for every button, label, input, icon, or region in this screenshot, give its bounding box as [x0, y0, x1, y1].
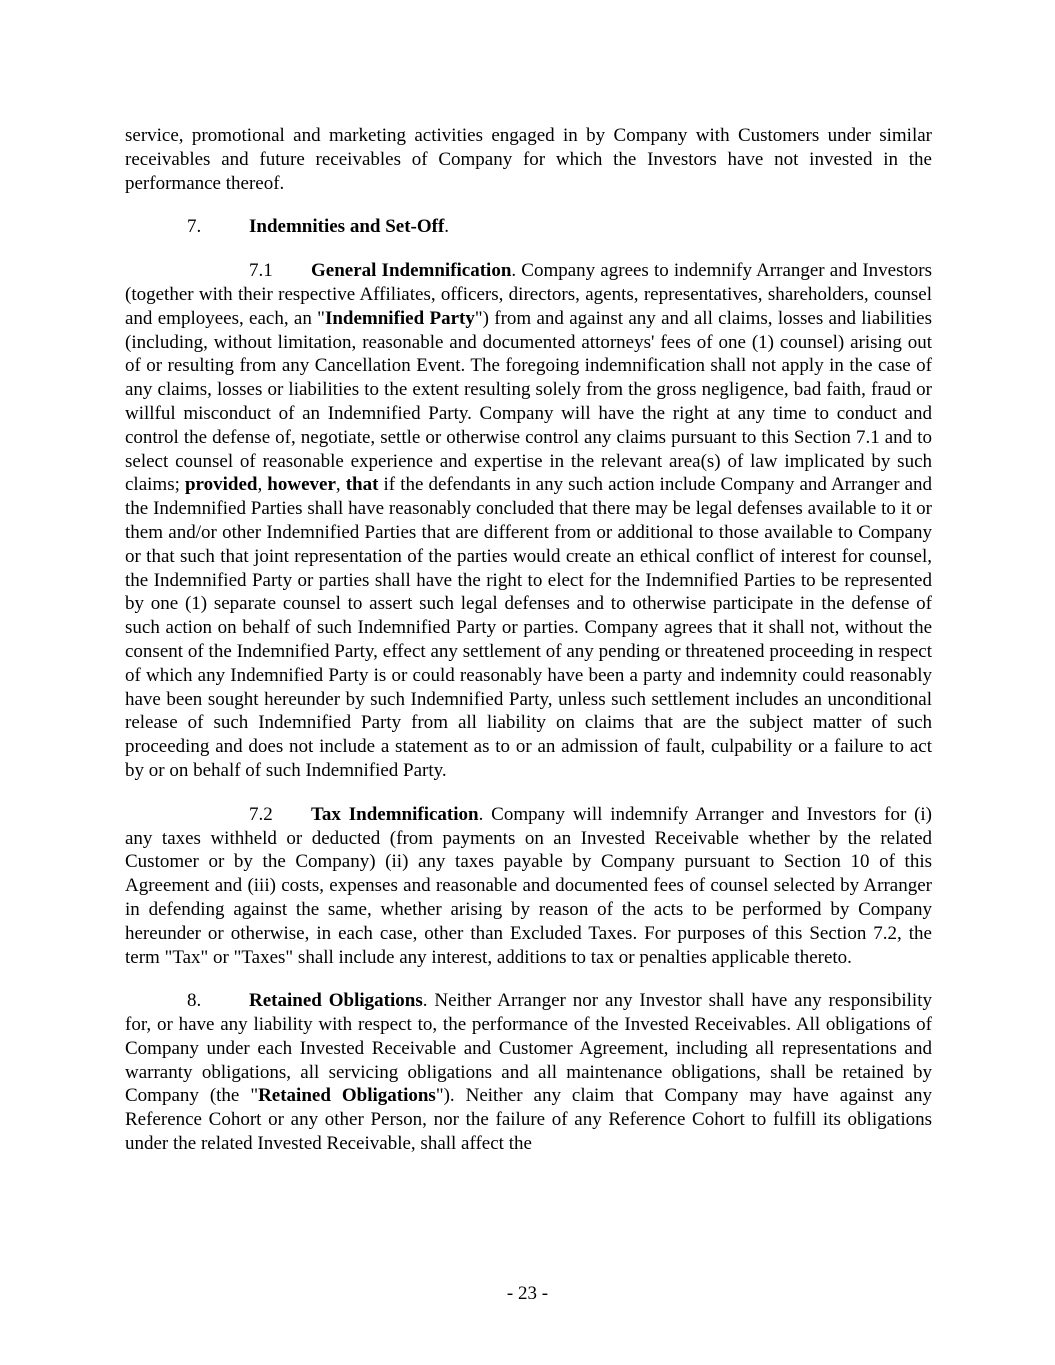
- section-number: 7.1: [249, 260, 273, 282]
- page-number: - 23 -: [506, 1283, 549, 1304]
- document-page: [125, 124, 932, 1176]
- defined-term: Indemnified Party: [324, 307, 475, 329]
- section-title: Indemnities and Set-Off: [249, 216, 445, 238]
- section-title: Retained Obligations: [249, 990, 423, 1012]
- section-title: General Indemnification: [311, 260, 512, 282]
- section-number: 7.: [187, 216, 202, 238]
- section-7-2-paragraph: 7.2 Tax Indemnification. Company will indemnify Arranger and Investors for (i) any taxes withheld or deducted (from payments on an Invested Receivable whether by the related Customer or by the Company) (ii) any taxes payable by Company pursuant to Section 10 of this Agreement and (iii) costs, expenses and reasonable and documented fees of counsel selected by Arranger in defending against the same, whether arising by reason of the acts to be performed by Company hereunder or otherwise, in each case, other than Excluded Taxes. For purposes of this Section 7.2, the term "Tax" or "Taxes" shall include any interest, additions to tax or penalties applicable thereto.: [125, 803, 933, 968]
- section-number: 7.2: [249, 803, 273, 825]
- intro-paragraph: service, promotional and marketing activities engaged in by Company with Customers under similar receivables and future receivables of Company for which the Investors have not invested in the performance thereof.: [125, 125, 932, 194]
- section-7-heading: 7. Indemnities and Set-Off.: [187, 216, 450, 238]
- section-number: 8.: [187, 990, 202, 1012]
- section-7-1-paragraph: 7.1 General Indemnification. Company agrees to indemnify Arranger and Investors (together with their respective Affiliates, officers, directors, agents, representatives, shareholders, counsel and employees, each, an "Indemnified Party") from and against any and all claims, losses and liabilities (including, without limitation, reasonable and documented attorneys' fees of one (1) counsel) arising out of or resulting from any Cancellation Event. The foregoing indemnification shall not apply in the case of any claims, losses or liabilities to the extent resulting solely from the gross negligence, bad faith, fraud or willful misconduct of an Indemnified Party. Company will have the right at any time to conduct and control the defense of, negotiate, settle or otherwise control any claims pursuant to this Section 7.1 and to select counsel of reasonable experience and expertise in the relevant area(s) of law implicated by such claims; provided, however, that if the defendants in any such action include Company and Arranger and the Indemnified Parties shall have reasonably concluded that there may be legal defenses available to it or them and/or other Indemnified Parties that are different from or additional to those available to Company or that such that joint representation of the parties would create an ethical conflict of interest for counsel, the Indemnified Party or parties shall have the right to elect for the Indemnified Parties to be represented by one (1) separate counsel to assert such legal defenses and to otherwise participate in the defense of such action on behalf of such Indemnified Party or parties. Company agrees that it shall not, without the consent of the Indemnified Party, effect any settlement of any pending or threatened proceeding in respect of which any Indemnified Party is or could reasonably have been a party and indemnity could reasonably have been sought hereunder by such Indemnified Party, unless such settlement includes an unconditional release of such Indemnified Party from all liability on claims that are the subject matter of such proceeding and does not include a statement as to or an admission of fault, culpability or a failure to act by or on behalf of such Indemnified Party.: [125, 260, 933, 781]
- defined-term: Retained Obligations: [258, 1085, 436, 1107]
- section-8-paragraph: 8. Retained Obligations. Neither Arranger nor any Investor shall have any responsibility for, or have any liability with respect to, the performance of the Invested Receivables. All obligations of Company under each Invested Receivable and Customer Agreement, including all representations and warranty obligations, all servicing obligations and all maintenance obligations, shall be retained by Company (the "Retained Obligations"). Neither any claim that Company may have against any Reference Cohort or any other Person, nor the failure of any Reference Cohort to fulfill its obligations under the related Invested Receivable, shall affect the: [125, 990, 932, 1155]
- section-title: Tax Indemnification: [311, 803, 479, 825]
